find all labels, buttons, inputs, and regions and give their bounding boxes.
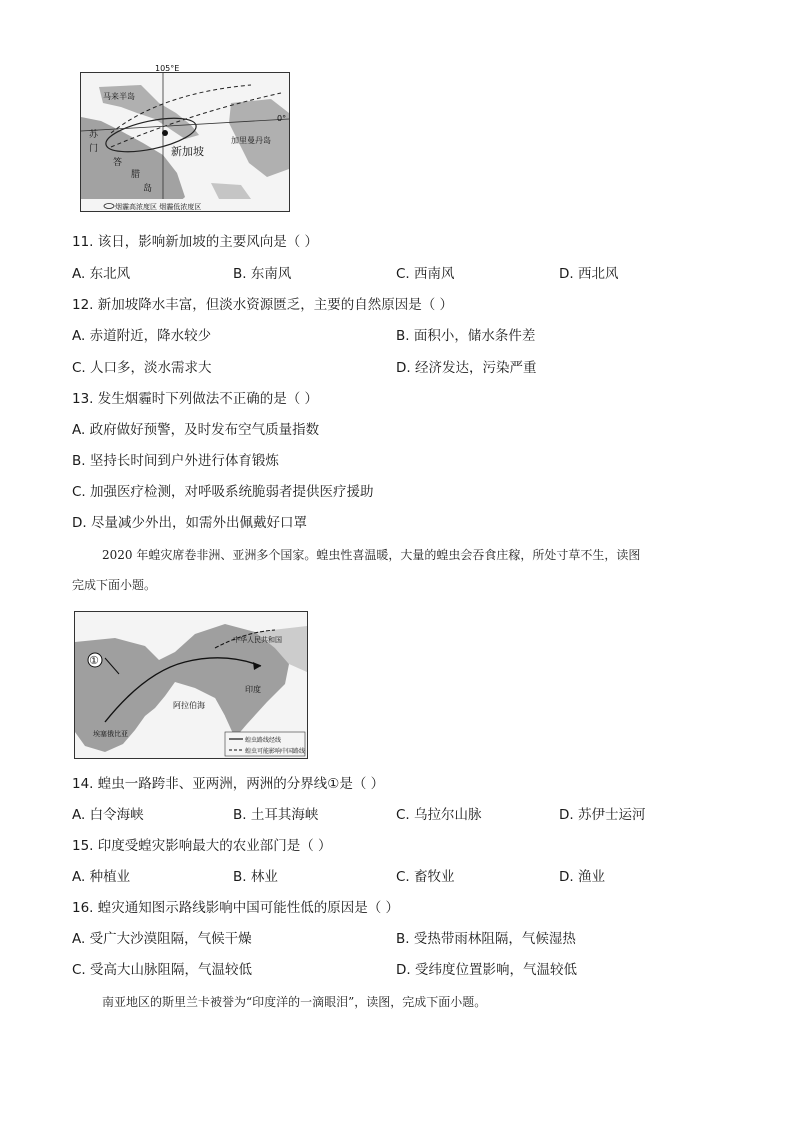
question-15-option-a[interactable]: A. 种植业 — [72, 869, 131, 885]
map2-label-china: 中华人民共和国 — [233, 636, 282, 644]
question-16-option-a[interactable]: A. 受广大沙漠阻隔，气候干燥 — [72, 931, 252, 947]
map1-equator-label: 0° — [277, 114, 287, 123]
map1-label-singapore: 新加坡 — [171, 145, 204, 158]
question-13-option-a[interactable]: A. 政府做好预警，及时发布空气质量指数 — [72, 422, 320, 438]
question-16-stem: 16. 蝗灾通知图示路线影响中国可能性低的原因是（ ） — [72, 900, 400, 916]
question-13-option-d[interactable]: D. 尽量减少外出，如需外出佩戴好口罩 — [72, 515, 307, 531]
question-11-option-a[interactable]: A. 东北风 — [72, 266, 131, 282]
question-13-option-c[interactable]: C. 加强医疗检测，对呼吸系统脆弱者提供医疗援助 — [72, 484, 374, 500]
map2-label-india: 印度 — [245, 685, 261, 694]
map1-label-sumatra-5: 岛 — [143, 184, 153, 194]
srilanka-intro: 南亚地区的斯里兰卡被誉为“印度洋的一滴眼泪”，读图，完成下面小题。 — [102, 995, 487, 1009]
question-11-option-d[interactable]: D. 西北风 — [559, 266, 619, 282]
map2-legend-china-route: 蝗虫可能影响中国路线 — [245, 748, 306, 755]
map2-marker: ① — [89, 654, 99, 667]
map2-legend-route: 蝗虫路线经线 — [245, 737, 282, 744]
question-11-stem: 11. 该日，影响新加坡的主要风向是（ ） — [72, 234, 319, 250]
question-12-stem: 12. 新加坡降水丰富，但淡水资源匮乏，主要的自然原因是（ ） — [72, 297, 454, 313]
question-12-option-d[interactable]: D. 经济发达，污染严重 — [396, 360, 537, 376]
question-15-option-d[interactable]: D. 渔业 — [559, 869, 605, 885]
question-15-option-c[interactable]: C. 畜牧业 — [396, 869, 455, 885]
question-11-option-c[interactable]: C. 西南风 — [396, 266, 455, 282]
map1-label-sumatra-4: 腊 — [131, 170, 141, 180]
map2-label-ethiopia: 埃塞俄比亚 — [93, 730, 128, 738]
question-14-option-b[interactable]: B. 土耳其海峡 — [233, 807, 319, 823]
question-13-option-b[interactable]: B. 坚持长时间到户外进行体育锻炼 — [72, 453, 279, 469]
question-16-option-d[interactable]: D. 受纬度位置影响，气温较低 — [396, 962, 577, 978]
map2-label-arabian-sea: 阿拉伯海 — [173, 701, 205, 710]
locust-route-map — [74, 611, 308, 759]
question-12-option-b[interactable]: B. 面积小，储水条件差 — [396, 328, 536, 344]
question-16-option-c[interactable]: C. 受高大山脉阻隔，气温较低 — [72, 962, 253, 978]
singapore-haze-map — [80, 64, 290, 212]
question-13-stem: 13. 发生烟霾时下列做法不正确的是（ ） — [72, 391, 319, 407]
map1-label-sumatra-1: 苏 — [89, 130, 99, 140]
map1-legend: 烟霾高浓度区 烟霾低浓度区 — [115, 203, 202, 211]
question-15-option-b[interactable]: B. 林业 — [233, 869, 278, 885]
question-12-option-c[interactable]: C. 人口多，淡水需求大 — [72, 360, 212, 376]
map1-label-kalimantan: 加里曼丹岛 — [231, 136, 271, 145]
question-14-option-c[interactable]: C. 乌拉尔山脉 — [396, 807, 482, 823]
map1-label-sumatra-2: 门 — [89, 144, 99, 154]
locust-intro-line-2: 完成下面小题。 — [72, 578, 157, 592]
question-14-option-d[interactable]: D. 苏伊士运河 — [559, 807, 646, 823]
question-14-stem: 14. 蝗虫一路跨非、亚两洲，两洲的分界线①是（ ） — [72, 776, 385, 792]
map1-label-sumatra-3: 答 — [113, 158, 123, 168]
question-16-option-b[interactable]: B. 受热带雨林阻隔，气候湿热 — [396, 931, 576, 947]
question-12-option-a[interactable]: A. 赤道附近，降水较少 — [72, 328, 212, 344]
question-14-option-a[interactable]: A. 白令海峡 — [72, 807, 144, 823]
map1-label-malay: 马来半岛 — [103, 92, 135, 101]
question-11-option-b[interactable]: B. 东南风 — [233, 266, 292, 282]
question-15-stem: 15. 印度受蝗灾影响最大的农业部门是（ ） — [72, 838, 332, 854]
map1-meridian-label: 105°E — [155, 64, 180, 73]
locust-intro-line-1: 2020 年蝗灾席卷非洲、亚洲多个国家。蝗虫性喜温暖，大量的蝗虫会吞食庄稼，所处寸草不生，读图 — [102, 548, 641, 562]
